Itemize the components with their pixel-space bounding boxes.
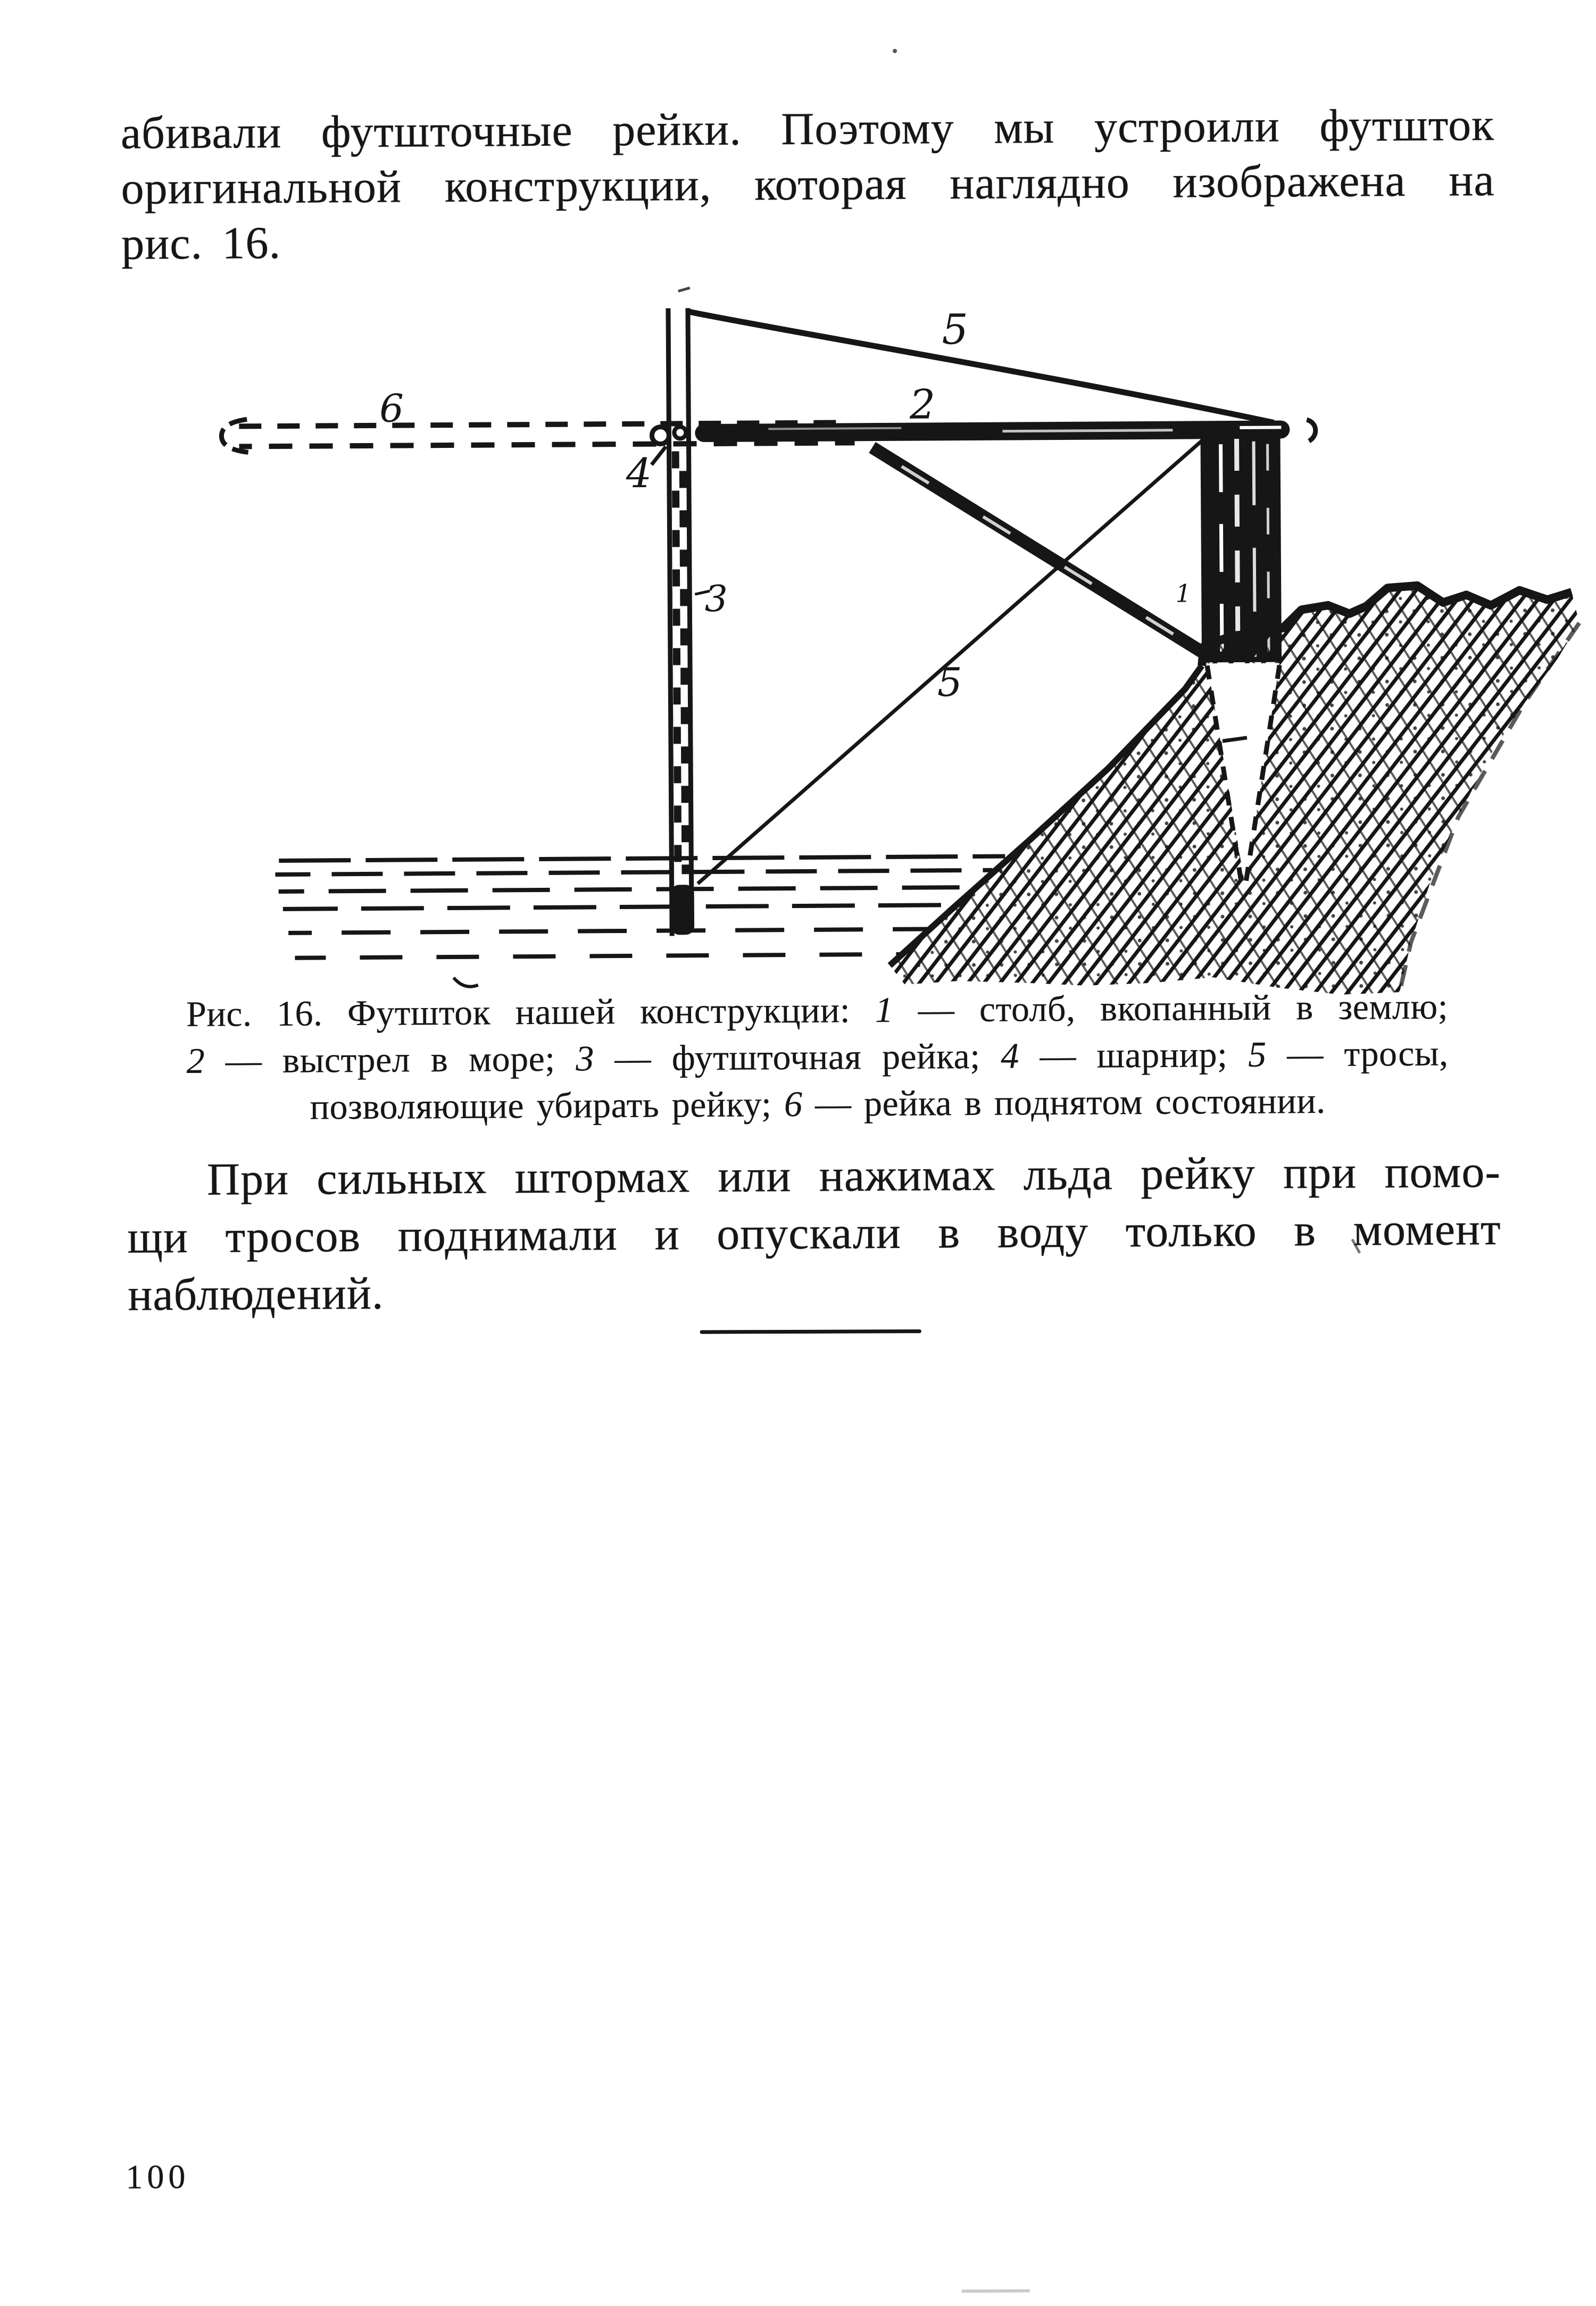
section-divider [700,1329,921,1334]
cable-top [689,309,1274,427]
figure-label-cable-top: 5 [942,306,969,354]
paragraph1-line3: рис. 16. [121,217,281,269]
figure-label-hinge: 4 [626,449,652,497]
paragraph2-line2: щи тросов поднимали и опускали в воду только в момент [127,1203,1501,1263]
caption-line1: Рис. 16. Футшток нашей конструкции: 1 — столб, вкопанный в землю; [186,986,1449,1035]
caption-line3: позволяющие убирать рейку; 6 — рейка в поднятом состоянии. [310,1080,1326,1127]
beam-end-hook [1307,420,1316,441]
paragraph2-line3: наблюдений. [127,1267,384,1320]
page-number: 100 [126,2158,190,2196]
paragraph1-line2: оригинальной конструкции, которая наглядно изображена на [121,154,1495,214]
figure-label-staff: 3 [704,578,728,621]
caption-line2: 2 — выстрел в море; 3 — футшточная рейка; 4 — шарнир; 5 — тросы, [186,1033,1449,1081]
paragraph1-line1: абивали футшточные рейки. Поэтому мы устроили футшток [120,98,1495,159]
paragraph2-line1: При сильных штормах или нажимах льда рейку при помо- [206,1145,1501,1205]
tide-staff [667,288,694,936]
figure-label-post: 1 [1175,579,1192,608]
figure-label-raised-staff: 6 [379,386,404,431]
figure-label-beam: 2 [909,380,936,428]
figure-label-cable-bottom: 5 [937,660,963,706]
